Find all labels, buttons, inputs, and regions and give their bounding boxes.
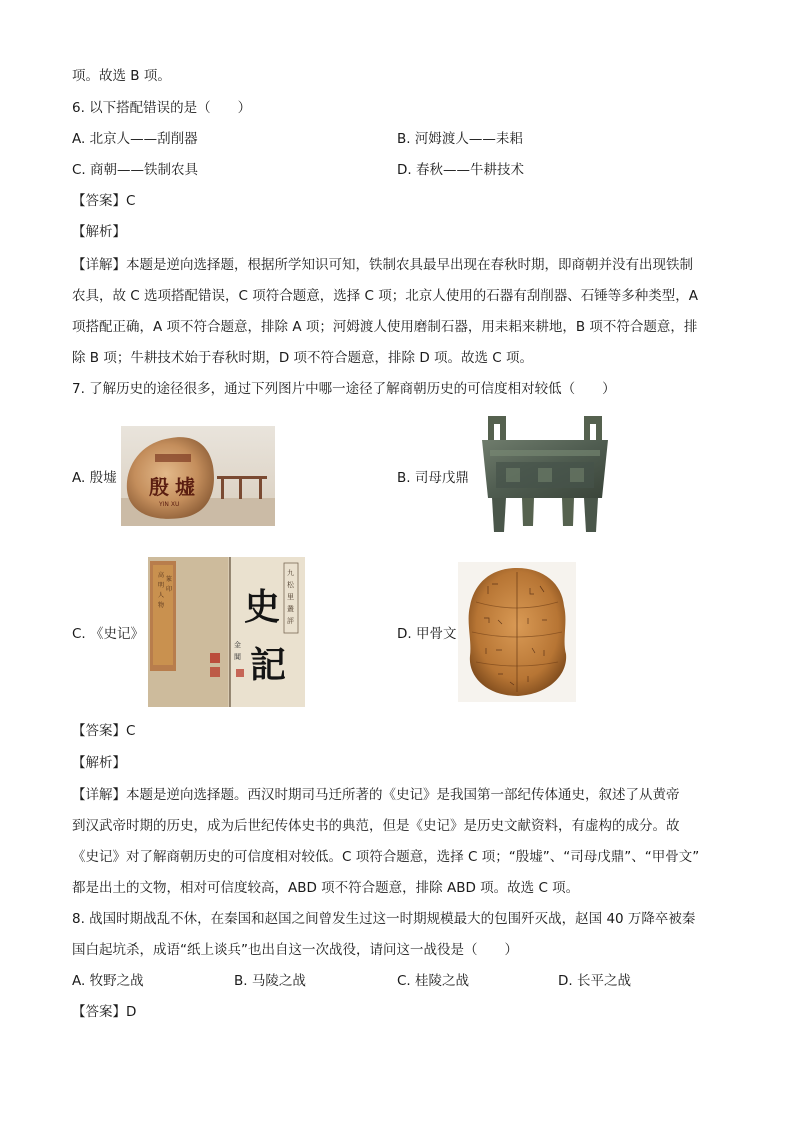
q6-analysis-tag: 【解析】 xyxy=(72,224,126,240)
answer-value: D xyxy=(126,1004,137,1020)
answer-tag: 【答案】 xyxy=(72,723,126,739)
svg-text:閶: 閶 xyxy=(234,653,241,661)
q7-option-d: D. 甲骨文 xyxy=(397,626,457,642)
answer-tag: 【答案】 xyxy=(72,1004,126,1020)
oracle-bone-image xyxy=(458,562,576,702)
yinxu-char-2: 墟 xyxy=(175,475,195,499)
svg-text:九: 九 xyxy=(287,569,294,577)
svg-text:里: 里 xyxy=(287,593,294,601)
q7-option-a: A. 殷墟 xyxy=(72,470,117,486)
q8-option-d: D. 长平之战 xyxy=(558,973,631,989)
yinxu-pinyin: YIN XU xyxy=(159,501,180,508)
q7-option-b: B. 司母戊鼎 xyxy=(397,470,469,486)
q6-option-d: D. 春秋——牛耕技术 xyxy=(397,162,524,178)
q7-answer xyxy=(72,721,135,741)
svg-text:金: 金 xyxy=(234,641,241,649)
yinxu-char-1: 殷 xyxy=(149,475,169,499)
q8-answer xyxy=(72,1002,136,1022)
q8-option-a: A. 牧野之战 xyxy=(72,973,144,989)
svg-text:物: 物 xyxy=(158,602,165,609)
q6-detail-line-3: 项搭配正确，A 项不符合题意，排除 A 项；河姆渡人使用磨制石器，用耒耜来耕地，B 项不符合题意，排 xyxy=(72,319,698,335)
q6-option-c: C. 商朝——铁制农具 xyxy=(72,162,199,178)
shiji-title-2: 記 xyxy=(250,644,287,686)
question-6-stem: 6. 以下搭配错误的是（ ） xyxy=(72,100,252,116)
svg-text:叢: 叢 xyxy=(287,605,294,613)
q6-option-a: A. 北京人——刮削器 xyxy=(72,131,198,147)
q8-option-b: B. 马陵之战 xyxy=(234,973,306,989)
yinxu-stone-image xyxy=(121,426,275,526)
answer-tag: 【答案】 xyxy=(72,193,126,209)
q6-answer xyxy=(72,191,135,211)
svg-text:評: 評 xyxy=(287,617,294,625)
shiji-book-image xyxy=(148,557,305,707)
svg-text:印: 印 xyxy=(166,586,173,593)
q8-option-c: C. 桂陵之战 xyxy=(397,973,470,989)
svg-text:松: 松 xyxy=(287,581,294,589)
continuation-text: 项。故选 B 项。 xyxy=(72,68,171,84)
q7-detail-line-4: 都是出土的文物，相对可信度较高，ABD 项不符合题意，排除 ABD 项。故选 C 项。 xyxy=(72,880,580,896)
q6-detail-line-4: 除 B 项；牛耕技术始于春秋时期，D 项不符合题意，排除 D 项。故选 C 项。 xyxy=(72,350,534,366)
shiji-title-1: 史 xyxy=(244,586,281,628)
question-8-stem-line-1: 8. 战国时期战乱不休，在秦国和赵国之间曾发生过这一时期规模最大的包围歼灭战，赵国 40 万降卒被秦 xyxy=(72,911,696,927)
svg-text:人: 人 xyxy=(158,592,165,599)
q7-detail-line-1: 【详解】本题是逆向选择题。西汉时期司马迁所著的《史记》是我国第一部纪传体通史，叙述了从黄帝 xyxy=(72,787,680,803)
question-8-stem-line-2: 国白起坑杀，成语“纸上谈兵”也出自这一次战役，请问这一战役是（ ） xyxy=(72,942,518,958)
simuwu-ding-image xyxy=(476,410,614,540)
q7-detail-line-2: 到汉武帝时期的历史，成为后世纪传体史书的典范，但是《史记》是历史文献资料，有虚构的成分。故 xyxy=(72,818,680,834)
question-7-stem: 7. 了解历史的途径很多，通过下列图片中哪一途径了解商朝历史的可信度相对较低（ ） xyxy=(72,381,616,397)
svg-text:篆: 篆 xyxy=(166,576,173,583)
q6-detail-line-1: 【详解】本题是逆向选择题，根据所学知识可知，铁制农具最早出现在春秋时期，即商朝并没有出现铁制 xyxy=(72,257,693,273)
q6-detail-line-2: 农具，故 C 选项搭配错误，C 项符合题意，选择 C 项；北京人使用的石器有刮削器、石锤等多种类型，A xyxy=(72,288,698,304)
answer-value: C xyxy=(126,193,136,209)
q7-analysis-tag: 【解析】 xyxy=(72,755,126,771)
svg-text:明: 明 xyxy=(158,582,165,589)
q7-detail-line-3: 《史记》对了解商朝历史的可信度相对较低。C 项符合题意，选择 C 项；“殷墟”、“司母戊鼎”、“甲骨文” xyxy=(72,849,700,865)
answer-value: C xyxy=(126,723,136,739)
q7-option-c: C. 《史记》 xyxy=(72,626,145,642)
q6-option-b: B. 河姆渡人——耒耜 xyxy=(397,131,523,147)
svg-text:高: 高 xyxy=(158,572,165,579)
